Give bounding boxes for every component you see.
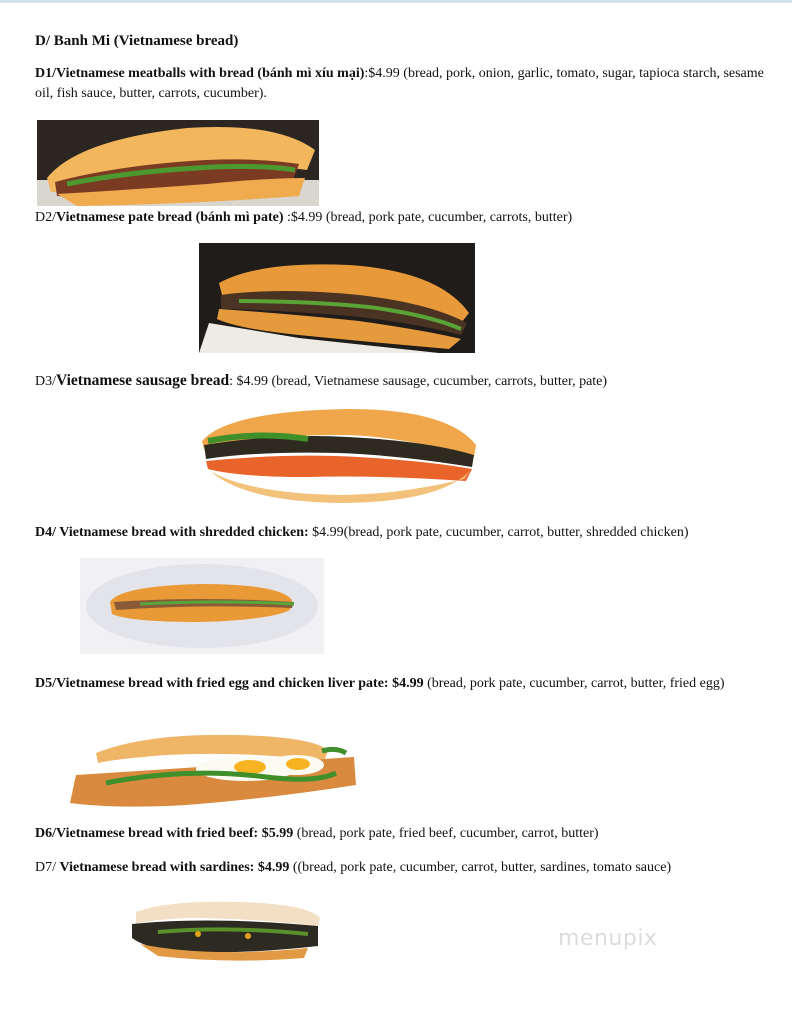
banh-mi-fried-egg-photo bbox=[66, 733, 356, 811]
section-title: D/ Banh Mi (Vietnamese bread) bbox=[35, 33, 239, 49]
menu-item-d7 bbox=[35, 858, 765, 878]
item-name: Vietnamese sausage bread bbox=[56, 372, 230, 389]
item-description: (bread, pork pate, cucumber, carrot, butter, fried egg) bbox=[423, 676, 725, 691]
item-description: (bread, Vietnamese sausage, cucumber, carrots, butter, pate) bbox=[267, 374, 608, 389]
item-price: $4.99 bbox=[392, 676, 424, 691]
item-code: D7/ bbox=[35, 860, 60, 875]
menu-item-d6 bbox=[35, 824, 765, 844]
item-price: $4.99 bbox=[257, 860, 290, 875]
item-name: Vietnamese pate bread (bánh mì pate) bbox=[56, 210, 284, 225]
item-code: D3/ bbox=[35, 374, 56, 389]
item-price: $4.99 bbox=[368, 66, 400, 81]
banh-mi-sardines-photo bbox=[128, 896, 324, 962]
item-code: D4/ bbox=[35, 525, 60, 540]
item-price: $4.99 bbox=[312, 525, 344, 540]
item-price: $5.99 bbox=[261, 826, 294, 841]
menu-item-d2: D2/Vietnamese pate bread (bánh mì pate) :$4.99 (bread, pork pate, cucumber, carrots, butter) bbox=[35, 210, 573, 225]
banh-mi-pate-photo bbox=[199, 243, 475, 353]
menu-item-d5 bbox=[35, 674, 765, 694]
item-price: $4.99 bbox=[236, 374, 268, 389]
item-description: (bread, pork, onion, garlic, tomato, sugar, tapioca starch, sesame oil, fish sauce, butter, carrots, cucumber). bbox=[35, 66, 764, 101]
banh-mi-chicken-photo bbox=[80, 558, 324, 654]
item-code: D1/ bbox=[35, 66, 56, 81]
item-description: (bread, pork pate, cucumber, carrot, butter, shredded chicken) bbox=[343, 525, 689, 540]
item-price: $4.99 bbox=[290, 210, 323, 225]
menu-item-d4 bbox=[35, 523, 765, 543]
item-name: Vietnamese bread with fried beef: bbox=[56, 826, 259, 841]
item-code: D5/ bbox=[35, 676, 56, 691]
item-description: (bread, pork pate, fried beef, cucumber, carrot, butter) bbox=[293, 826, 599, 841]
menupix-watermark: menupix bbox=[558, 926, 658, 951]
item-code: D2/ bbox=[35, 210, 56, 225]
item-name: Vietnamese bread with sardines: bbox=[59, 860, 255, 875]
item-description: (bread, pork pate, cucumber, carrots, butter) bbox=[322, 210, 573, 225]
menu-item-d1: D1/Vietnamese meatballs with bread (bánh mì xíu mại):$4.99 (bread, pork, onion, garlic, tomato, sugar, tapioca starch, sesame oil, fish sauce, butter, carrots, cucumber). bbox=[35, 66, 764, 101]
item-name: Vietnamese bread with shredded chicken: bbox=[59, 525, 309, 540]
item-name: Vietnamese bread with fried egg and chicken liver pate: bbox=[56, 676, 389, 691]
item-description: ((bread, pork pate, cucumber, carrot, butter, sardines, tomato sauce) bbox=[289, 860, 672, 875]
menu-item-d3: D3/Vietnamese sausage bread: $4.99 (bread, Vietnamese sausage, cucumber, carrots, butter, pate) bbox=[35, 372, 608, 389]
banh-mi-sausage-photo bbox=[198, 405, 480, 507]
item-code: D6/ bbox=[35, 826, 56, 841]
scan-top-edge bbox=[0, 0, 792, 3]
banh-mi-meatball-photo bbox=[37, 120, 319, 206]
item-name: Vietnamese meatballs with bread (bánh mì xíu mại) bbox=[56, 66, 365, 81]
